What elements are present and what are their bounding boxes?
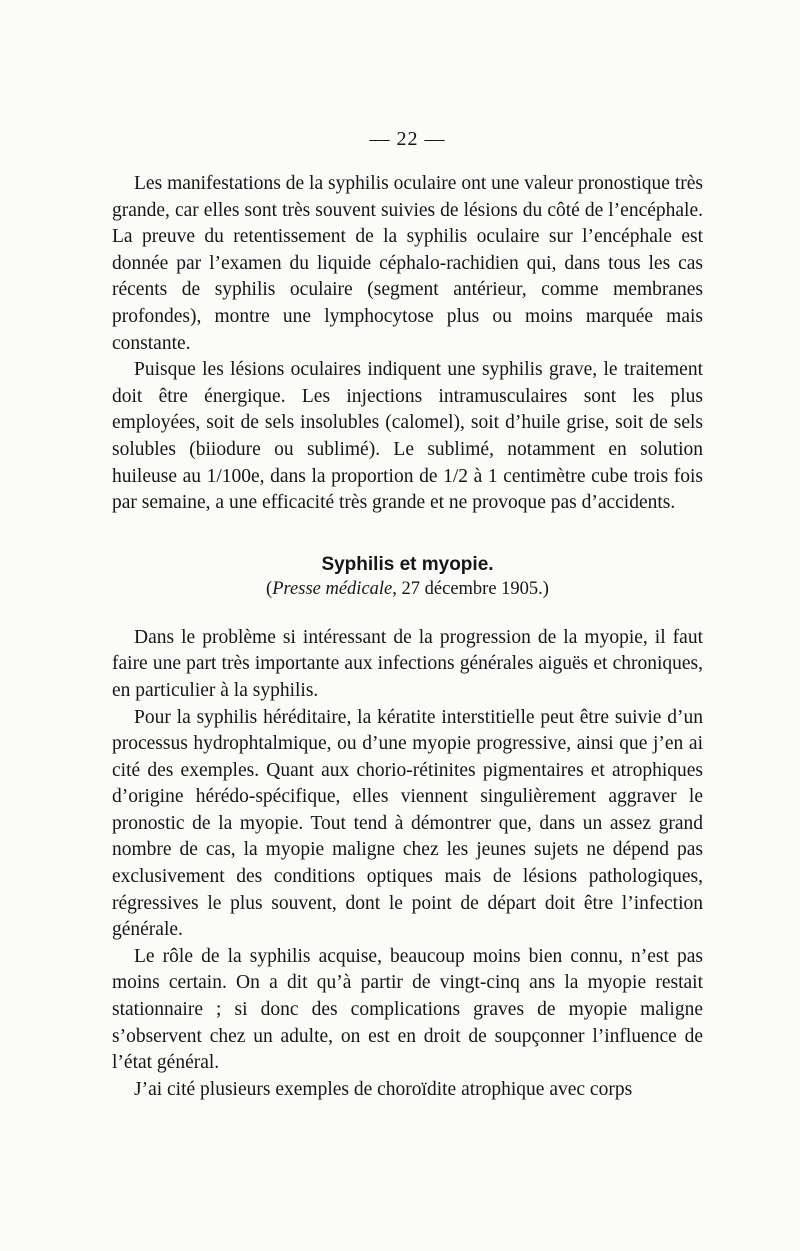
- source-journal: Presse médicale: [272, 578, 393, 599]
- paragraph-acquired-syphilis: Le rôle de la syphilis acquise, beaucoup moins bien connu, n’est pas moins certain. On a dit qu’à partir de vingt-cinq ans la myopie restait stationnaire ; si donc des complications graves de myopie maligne s’observent chez un adulte, on est en droit de soupçonner l’influence de l’état général.: [112, 945, 703, 1074]
- paragraph-hereditary-syphilis: Pour la syphilis héréditaire, la kératite interstitielle peut être suivie d’un processus hydrophtalmique, ou d’une myopie progressive, ainsi que j’en ai cité des exemples. Quant aux chorio-rétinites pigmentaires et atrophiques d’origine hérédo-spécifique, elles viennent singulièrement aggraver le pronostic de la myopie. Tout tend à démontrer que, dans un assez grand nombre de cas, la myopie maligne chez les jeunes sujets ne dépend pas exclusivement des conditions optiques mais de lésions pathologiques, régressives le plus souvent, dont le point de départ doit être l’infection générale.: [112, 706, 703, 941]
- paragraph-myopia-progression: Dans le problème si intéressant de la progression de la myopie, il faut faire une part très importante aux infections générales aiguës et chroniques, en particulier à la syphilis.: [112, 626, 703, 701]
- paragraph-prognosis: Les manifestations de la syphilis oculaire ont une valeur pronostique très grande, car elles sont très souvent suivies de lésions du côté de l’encéphale. La preuve du retentissement de la syphilis oculaire sur l’encéphale est donnée par l’examen du liquide céphalo-rachidien qui, dans tous les cas récents de syphilis oculaire (segment antérieur, comme membranes profondes), montre une lymphocytose plus ou moins marquée mais constante.: [112, 173, 703, 354]
- section-title: Syphilis et myopie.: [321, 553, 494, 575]
- source-open-paren: (: [266, 578, 273, 599]
- page-number: — 22 —: [369, 128, 446, 150]
- source-date: , 27 décembre 1905.): [392, 578, 549, 599]
- document-page: [112, 128, 703, 1103]
- last-line-wrapper: [112, 1077, 703, 1104]
- section-source: [112, 577, 703, 601]
- paragraph-choroiditis: J’ai cité plusieurs exemples de choroïdite atrophique avec corps: [134, 1078, 633, 1100]
- paragraph-treatment: Puisque les lésions oculaires indiquent une syphilis grave, le traitement doit être énergique. Les injections intramusculaires sont les plus employées, soit de sels insolubles (calomel), soit d’huile grise, soit de sels solubles (biiodure ou sublimé). Le sublimé, notamment en solution huileuse au 1/100e, dans la proportion de 1/2 à 1 centimètre cube trois fois par semaine, a une efficacité très grande et ne provoque pas d’accidents.: [112, 359, 703, 514]
